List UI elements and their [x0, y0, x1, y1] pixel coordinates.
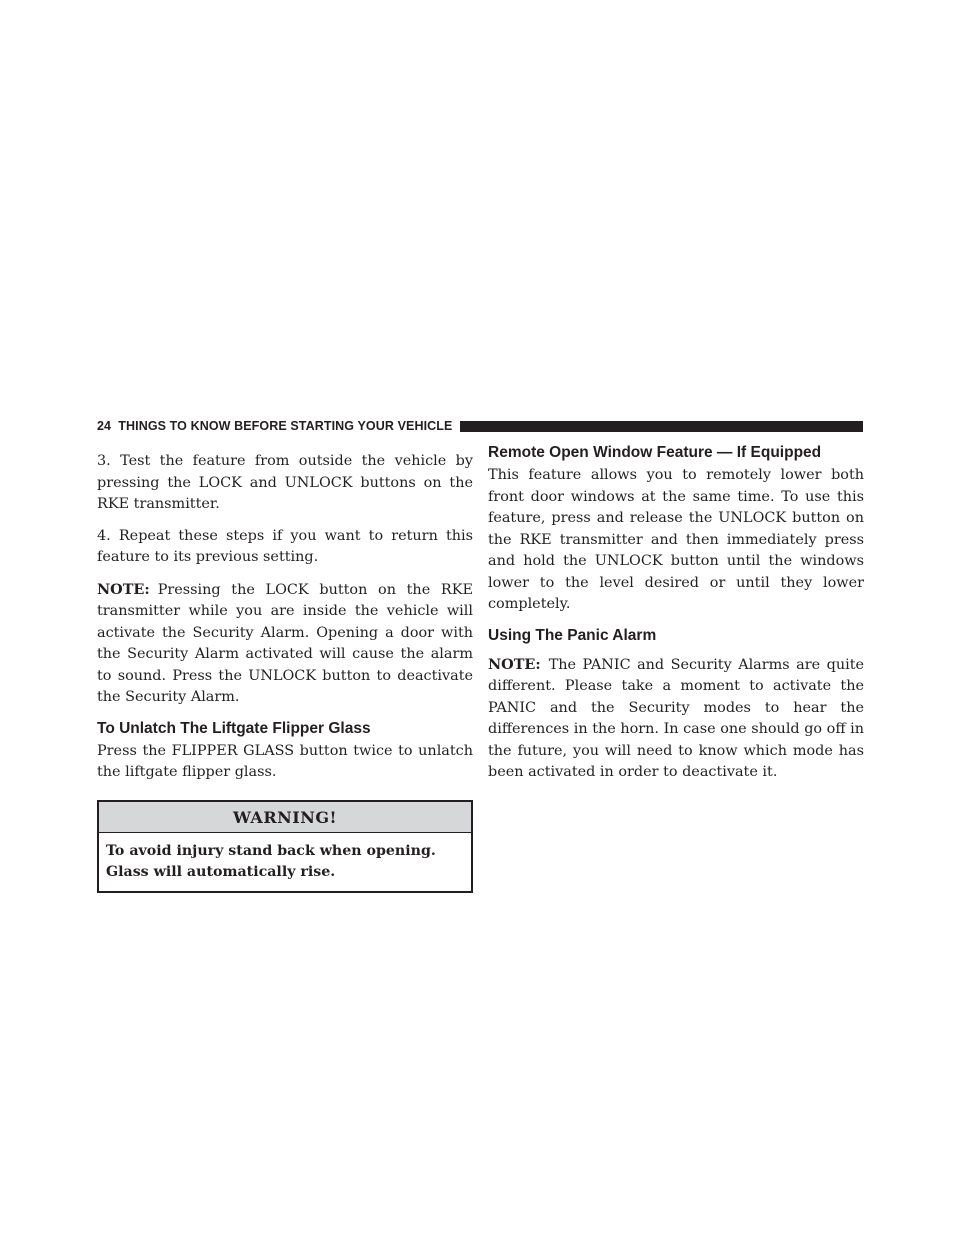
remote-window-heading: Remote Open Window Feature — If Equipped [488, 444, 822, 461]
remote-window-paragraph: This feature allows you to remotely lower both front door windows at the same time. To use this feature, press and release the UNLOCK button on the RKE transmitter and then immediately press and hold the UNLOCK button until the windows lower to the level desired or until they lower completely. [488, 467, 864, 612]
step-3-paragraph: 3. Test the feature from outside the vehicle by pressing the LOCK and UNLOCK buttons on the RKE transmitter. [97, 453, 473, 512]
page-number: 24 [97, 419, 112, 433]
left-column [97, 451, 473, 893]
flipper-glass-heading: To Unlatch The Liftgate Flipper Glass [97, 719, 371, 737]
header-rule [460, 421, 863, 432]
step-4-paragraph: 4. Repeat these steps if you want to return this feature to its previous setting. [97, 527, 473, 565]
note-text: Pressing the LOCK button on the RKE transmitter while you are inside the vehicle will activate the Security Alarm. Opening a door with the Security Alarm activated will cause the alarm to sound. Press the UNLOCK button to deactivate the Security Alarm. [97, 581, 473, 705]
note-paragraph [97, 579, 473, 709]
warning-box [97, 800, 473, 893]
header-title [97, 419, 460, 433]
panic-note-label: NOTE: [488, 655, 541, 673]
page-header [97, 419, 863, 433]
note-label: NOTE: [97, 580, 150, 598]
panic-note-text: The PANIC and Security Alarms are quite different. Please take a moment to activate the PANIC and the Security modes to hear the differences in the horn. In case one should go off in the future, you will need to know which mode has been activated in order to deactivate it. [488, 656, 864, 780]
warning-text: To avoid injury stand back when opening. Glass will automatically rise. [106, 842, 436, 880]
right-column [488, 444, 864, 794]
panic-alarm-heading: Using The Panic Alarm [488, 626, 657, 644]
flipper-glass-paragraph: Press the FLIPPER GLASS button twice to unlatch the liftgate flipper glass. [97, 742, 473, 780]
warning-title: WARNING! [99, 802, 471, 833]
panic-note-paragraph [488, 654, 864, 784]
section-title: THINGS TO KNOW BEFORE STARTING YOUR VEHICLE [118, 419, 453, 433]
